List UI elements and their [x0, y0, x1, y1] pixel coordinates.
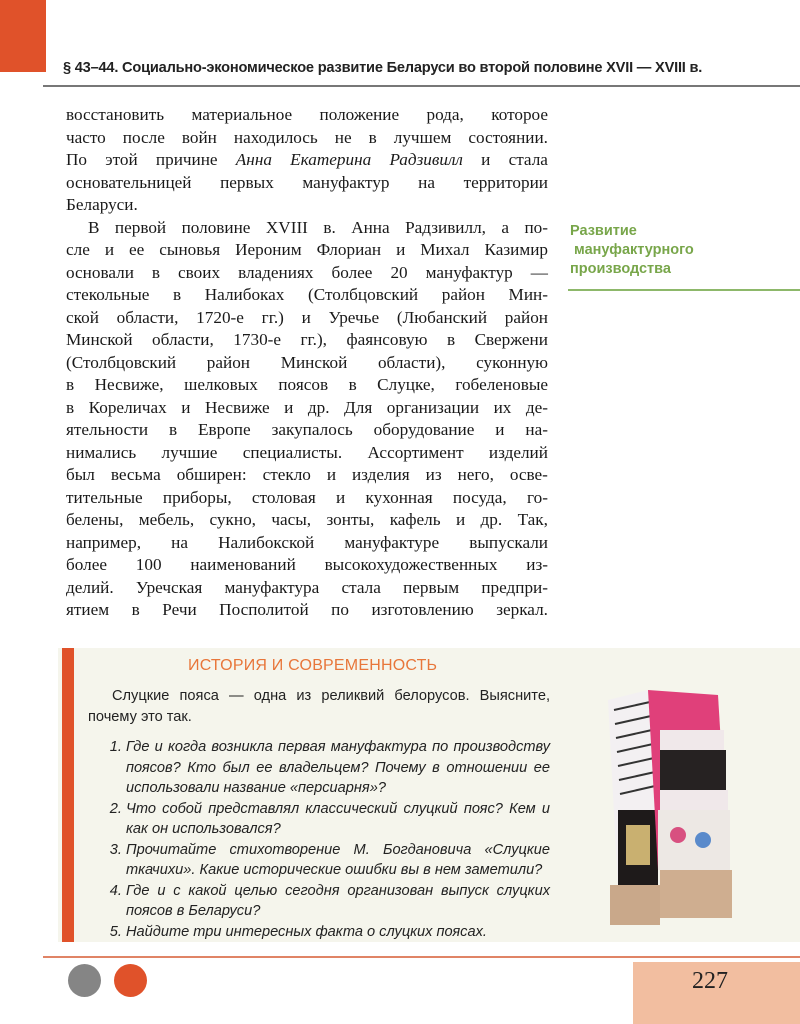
word: и — [481, 150, 491, 169]
word: более — [331, 262, 373, 282]
word: 100 — [135, 555, 162, 574]
word: более — [66, 555, 107, 574]
word: лучшие — [161, 442, 218, 462]
word: по- — [524, 217, 548, 237]
word: него, — [457, 465, 494, 484]
question-list — [88, 737, 550, 942]
word: области, — [152, 330, 214, 349]
word: этой — [105, 150, 138, 169]
text-line — [66, 532, 548, 555]
word: столовая — [251, 487, 316, 507]
word: в — [66, 397, 75, 417]
word: основали — [66, 262, 134, 282]
word: в — [151, 262, 161, 282]
margin-note-rule — [568, 289, 800, 291]
word: мануфактура — [224, 577, 320, 597]
word: лучшем — [393, 127, 452, 147]
word: основательницей — [66, 172, 192, 192]
history-box-bar — [62, 648, 74, 942]
word: Ассортимент — [367, 442, 464, 462]
word: территории — [463, 172, 548, 192]
word: рода, — [426, 105, 464, 124]
word: 1730-е — [233, 330, 282, 349]
word: на- — [525, 420, 548, 439]
word: осве- — [509, 465, 548, 484]
word: сле — [66, 240, 90, 259]
word: белены, — [66, 510, 124, 529]
margin-note-line: Развитие — [570, 223, 637, 239]
word: район — [441, 285, 485, 304]
word: восстановить — [66, 105, 165, 124]
word: ской — [66, 307, 99, 327]
word: в — [173, 285, 182, 304]
word: и — [104, 240, 115, 259]
word: В — [88, 217, 100, 237]
word: район — [504, 307, 548, 327]
word: Для — [344, 397, 373, 417]
running-header: § 43–44. Социально-экономическое развитие Беларуси во второй половине XVII — XVIII в. — [63, 60, 703, 76]
word: области, — [116, 307, 179, 327]
word: сыновья — [159, 240, 221, 259]
word: сукно, — [209, 510, 256, 529]
word: оборудование — [373, 420, 475, 439]
word: выпускали — [469, 532, 548, 552]
word: обширен: — [176, 465, 247, 484]
word: в — [131, 600, 140, 619]
word: нимались — [66, 442, 137, 462]
gray-circle-decoration — [68, 964, 101, 997]
word: де- — [525, 397, 548, 417]
word: материальное — [191, 105, 293, 124]
word: из — [425, 465, 442, 484]
word: и — [284, 397, 294, 417]
word: в — [66, 375, 75, 394]
text-line — [66, 599, 548, 622]
word: предпри- — [481, 577, 548, 597]
slutsk-sash-image — [588, 690, 748, 932]
word: Иероним — [235, 240, 302, 259]
word: Несвиже, — [94, 375, 164, 394]
word: стала — [341, 577, 381, 597]
word: Европе — [198, 420, 251, 439]
word: положение — [319, 105, 400, 124]
text-line — [66, 172, 548, 195]
header-divider — [43, 85, 800, 87]
word: изготовлению — [371, 600, 474, 619]
word: ее — [129, 240, 145, 259]
word: 20 — [390, 262, 408, 282]
word: владениях — [238, 262, 314, 282]
text-line — [66, 104, 548, 127]
word: а — [501, 217, 510, 237]
margin-note-line: мануфактурного — [570, 242, 694, 258]
italic-word: Екатерина — [290, 150, 372, 169]
word: шелковых — [184, 375, 258, 394]
question-item: 4. Где и с какой целью сегодня организован выпуск слуцких поясов в Беларуси? — [126, 881, 550, 922]
word: Михал — [420, 240, 470, 259]
word: закупалось — [271, 420, 353, 439]
word: Налибокской — [218, 532, 315, 552]
word: поясов — [278, 375, 329, 394]
word: 1720-е — [196, 307, 244, 327]
word: наименований — [190, 555, 296, 574]
word: (Столбцовский — [66, 352, 177, 372]
word: зонты, — [326, 510, 375, 529]
word: посуда, — [452, 487, 507, 507]
word: — — [530, 262, 548, 282]
text-line — [66, 329, 548, 352]
text-line — [66, 352, 548, 375]
word: Речи — [162, 600, 197, 619]
word: организации — [386, 397, 480, 417]
page-number-box — [633, 962, 800, 1024]
word: и — [455, 510, 466, 529]
page-number: 227 — [692, 968, 728, 994]
text-line — [66, 239, 548, 262]
word: стекольные — [66, 285, 150, 304]
word: после — [122, 127, 165, 147]
word: Несвиже — [204, 397, 270, 417]
word: го- — [526, 487, 548, 507]
word: тительные — [66, 487, 143, 507]
word: приборы, — [162, 487, 232, 507]
word: Свержени — [474, 330, 548, 349]
corner-accent — [0, 0, 46, 72]
history-box-title: ИСТОРИЯ И СОВРЕМЕННОСТЬ — [188, 657, 438, 674]
word: половине — [181, 217, 251, 237]
word: по — [331, 600, 349, 619]
word: своих — [178, 262, 221, 282]
word: Радзивилл, — [405, 217, 486, 237]
word: изделий — [488, 442, 548, 462]
word: и — [181, 397, 191, 417]
italic-word: Радзивилл — [389, 150, 463, 169]
word: их — [493, 397, 512, 417]
word: зеркал. — [496, 600, 548, 619]
word: часы, — [271, 510, 312, 529]
word: делий. — [66, 577, 114, 597]
text-line — [66, 419, 548, 442]
word: в — [368, 127, 377, 147]
text-line — [66, 194, 548, 217]
word: (Любанский — [396, 307, 488, 327]
word: из- — [526, 555, 548, 574]
word: кухонная — [365, 487, 433, 507]
word: и — [336, 487, 346, 507]
history-box-text — [88, 686, 550, 942]
word: и — [326, 465, 337, 484]
word: и — [495, 420, 505, 439]
word: мануфактур — [302, 172, 390, 192]
word: ятельности — [66, 420, 149, 439]
word: др. — [307, 397, 330, 417]
text-line — [66, 284, 548, 307]
word: в — [446, 330, 456, 349]
question-item: 3. Прочитайте стихотворение М. Богдановича «Слуцкие ткачихи». Какие исторические ошибки вы в нем заметили? — [126, 840, 550, 881]
word: Анна — [351, 217, 390, 237]
text-line — [66, 374, 548, 397]
word: Уречская — [135, 577, 203, 597]
text-line — [66, 127, 548, 150]
text-line — [66, 442, 548, 465]
word: в — [168, 420, 178, 439]
main-text — [66, 104, 548, 622]
word: области), — [377, 352, 446, 372]
margin-note — [570, 222, 694, 279]
word: которое — [491, 105, 548, 124]
word: гг.) — [261, 307, 284, 327]
word: суконную — [476, 352, 548, 372]
word: первой — [114, 217, 167, 237]
word: мануфактур — [425, 262, 513, 282]
word: стала — [508, 150, 548, 169]
footer-divider — [43, 956, 800, 958]
word: войн — [181, 127, 217, 147]
word: первых — [220, 172, 274, 192]
word: и — [396, 240, 406, 259]
word: специалисты. — [242, 442, 343, 462]
question-item: 1. Где и когда возникла первая мануфактура по производству поясов? Кто был ее владельцем? Почему в отношении ее использовали название «персиарня»? — [126, 737, 550, 799]
word: (Столбцовский — [307, 285, 419, 304]
text-line — [66, 397, 548, 420]
word: По — [66, 150, 88, 169]
word: мануфактуре — [344, 532, 440, 552]
word: Беларуси. — [66, 195, 138, 214]
question-item: 5. Найдите три интересных факта о слуцких поясах. — [126, 922, 550, 943]
word: на — [171, 532, 188, 552]
text-line — [66, 262, 548, 285]
word: высокохудожественных — [324, 555, 498, 574]
word: ятием — [66, 600, 110, 619]
word: Кореличах — [88, 397, 167, 417]
word: в. — [323, 217, 336, 237]
word: например, — [66, 532, 141, 552]
text-line — [66, 509, 548, 532]
word: Налибоках — [204, 285, 285, 304]
text-line — [66, 577, 548, 600]
word: был — [66, 465, 95, 484]
word: весьма — [110, 465, 161, 484]
word: находилось — [233, 127, 318, 147]
word: Уречье — [328, 307, 380, 327]
word: гобеленовые — [455, 375, 548, 394]
text-line — [66, 307, 548, 330]
word: XVIII — [265, 217, 308, 237]
word: Минской — [66, 330, 133, 349]
text-line — [66, 149, 548, 172]
word: изделия — [351, 465, 410, 484]
word: мебель, — [138, 510, 195, 529]
orange-circle-decoration — [114, 964, 147, 997]
margin-note-line: производства — [570, 261, 671, 277]
word: первым — [403, 577, 460, 597]
word: в — [348, 375, 357, 394]
word: гг.), — [300, 330, 327, 349]
word: Так, — [517, 510, 548, 529]
text-line — [66, 217, 548, 240]
word: Мин- — [508, 285, 548, 304]
word: Минской — [280, 352, 348, 372]
word: Посполитой — [219, 600, 309, 619]
question-item: 2. Что собой представлял классический слуцкий пояс? Кем и как он использовался? — [126, 799, 550, 840]
word: стекло — [262, 465, 311, 484]
history-box-intro: Слуцкие пояса — одна из реликвий белорусов. Выясните, почему это так. — [88, 688, 550, 725]
word: часто — [66, 127, 106, 147]
word: др. — [480, 510, 503, 529]
word: фаянсовую — [346, 330, 428, 349]
text-line — [66, 487, 548, 510]
word: кафель — [389, 510, 441, 529]
word: Слуцке, — [377, 375, 435, 394]
text-line — [66, 554, 548, 577]
italic-word: Анна — [235, 150, 272, 169]
word: причине — [155, 150, 218, 169]
word: на — [418, 172, 435, 192]
word: не — [334, 127, 352, 147]
word: Казимир — [484, 240, 548, 259]
word: район — [206, 352, 251, 372]
word: состоянии. — [468, 127, 548, 147]
text-line — [66, 464, 548, 487]
word: Флориан — [316, 240, 382, 259]
word: и — [301, 307, 311, 327]
